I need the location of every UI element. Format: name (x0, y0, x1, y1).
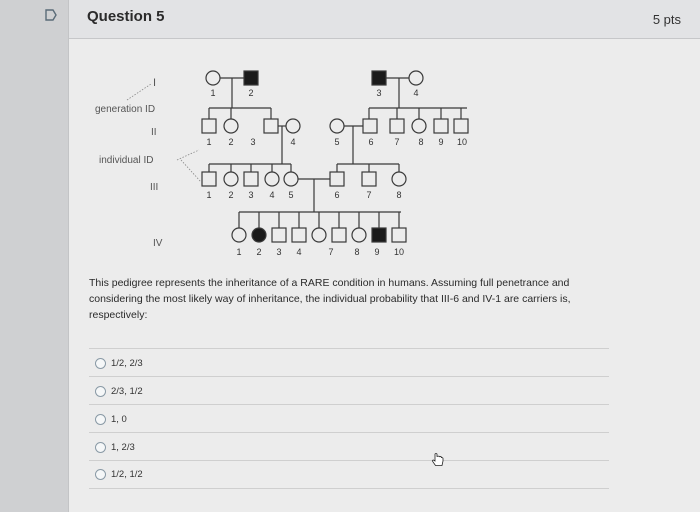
id-IV-7: 7 (328, 247, 334, 257)
male-I-2-affected (244, 71, 258, 85)
male-IV-4 (292, 228, 306, 242)
divider (89, 432, 609, 433)
id-IV-1: 1 (236, 247, 242, 257)
legend-individual-id: individual ID (99, 155, 154, 166)
legend-gen-IV: IV (153, 238, 163, 249)
male-II-7 (390, 119, 404, 133)
id-II-1: 1 (206, 137, 212, 147)
answer-option-5[interactable] (95, 469, 143, 480)
id-IV-4: 4 (296, 247, 302, 257)
pedigree-diagram (69, 0, 700, 270)
answer-label: 1, 0 (111, 414, 127, 425)
id-III-7: 7 (366, 190, 372, 200)
answer-label: 1, 2/3 (111, 442, 135, 453)
id-II-7: 7 (394, 137, 400, 147)
male-IV-3 (272, 228, 286, 242)
male-II-10 (454, 119, 468, 133)
male-III-7 (362, 172, 376, 186)
divider (89, 348, 609, 349)
divider (89, 488, 609, 489)
radio-button[interactable] (95, 358, 106, 369)
id-II-4: 4 (290, 137, 296, 147)
divider (89, 376, 609, 377)
female-III-8 (392, 172, 406, 186)
female-II-2 (224, 119, 238, 133)
male-IV-9-affected (372, 228, 386, 242)
male-III-3 (244, 172, 258, 186)
female-II-8 (412, 119, 426, 133)
answer-label: 1/2, 2/3 (111, 358, 143, 369)
female-I-4 (409, 71, 423, 85)
generation-III (202, 164, 406, 212)
male-II-3 (264, 119, 278, 133)
id-II-5: 5 (334, 137, 340, 147)
female-II-4 (286, 119, 300, 133)
id-III-8: 8 (396, 190, 402, 200)
id-II-6: 6 (368, 137, 374, 147)
radio-button[interactable] (95, 386, 106, 397)
id-IV-2: 2 (256, 247, 262, 257)
id-I-4: 4 (413, 88, 419, 98)
id-II-3: 3 (250, 137, 256, 147)
id-IV-3: 3 (276, 247, 282, 257)
legend-generation-id: generation ID (95, 104, 156, 115)
question-points: 5 pts (652, 12, 681, 27)
id-II-2: 2 (228, 137, 234, 147)
question-card (68, 0, 700, 512)
female-III-2 (224, 172, 238, 186)
id-III-5: 5 (288, 190, 294, 200)
radio-button[interactable] (95, 469, 106, 480)
radio-button[interactable] (95, 414, 106, 425)
female-III-5 (284, 172, 298, 186)
id-III-2: 2 (228, 190, 234, 200)
flag-icon[interactable] (44, 8, 58, 22)
id-II-9: 9 (438, 137, 444, 147)
male-II-1 (202, 119, 216, 133)
male-II-6 (363, 119, 377, 133)
answer-option-3[interactable] (95, 414, 127, 425)
answer-label: 1/2, 1/2 (111, 469, 143, 480)
divider (89, 460, 609, 461)
legend-gen-III: III (150, 182, 159, 193)
pointer-hand-icon (431, 453, 445, 467)
id-IV-8: 8 (354, 247, 360, 257)
male-IV-7 (332, 228, 346, 242)
female-IV-2-affected (252, 228, 266, 242)
female-III-4 (265, 172, 279, 186)
female-IV-8 (352, 228, 366, 242)
radio-button[interactable] (95, 442, 106, 453)
legend-pointers (127, 84, 201, 182)
id-III-6: 6 (334, 190, 340, 200)
question-title: Question 5 (87, 8, 165, 25)
divider (89, 404, 609, 405)
male-II-9 (434, 119, 448, 133)
id-III-3: 3 (248, 190, 254, 200)
id-II-8: 8 (418, 137, 424, 147)
answer-option-2[interactable] (95, 386, 143, 397)
female-IV-5 (312, 228, 326, 242)
male-IV-10 (392, 228, 406, 242)
female-IV-1 (232, 228, 246, 242)
male-III-1 (202, 172, 216, 186)
id-II-10: 10 (456, 137, 468, 147)
generation-II (202, 108, 468, 164)
female-I-1 (206, 71, 220, 85)
id-IV-10: 10 (393, 247, 405, 257)
question-text: This pedigree represents the inheritance of a RARE condition in humans. Assuming full penetrance and considering the most likely way of inheritance, the individual probability that III-6 and IV-1 are carriers is, respectively: (89, 277, 571, 321)
generation-I (206, 71, 423, 108)
id-I-3: 3 (376, 88, 382, 98)
female-II-5 (330, 119, 344, 133)
id-I-2: 2 (248, 88, 254, 98)
id-III-1: 1 (206, 190, 212, 200)
legend-gen-I: I (153, 77, 157, 89)
left-gutter (0, 0, 68, 512)
pedigree-legend (95, 77, 163, 249)
answer-option-4[interactable] (95, 442, 135, 453)
male-I-3-affected (372, 71, 386, 85)
id-IV-9: 9 (374, 247, 380, 257)
answer-label: 2/3, 1/2 (111, 386, 143, 397)
generation-IV (232, 212, 406, 242)
id-III-4: 4 (269, 190, 275, 200)
male-III-6 (330, 172, 344, 186)
answer-option-1[interactable] (95, 358, 143, 369)
id-I-1: 1 (210, 88, 216, 98)
legend-gen-II: II (151, 127, 157, 138)
